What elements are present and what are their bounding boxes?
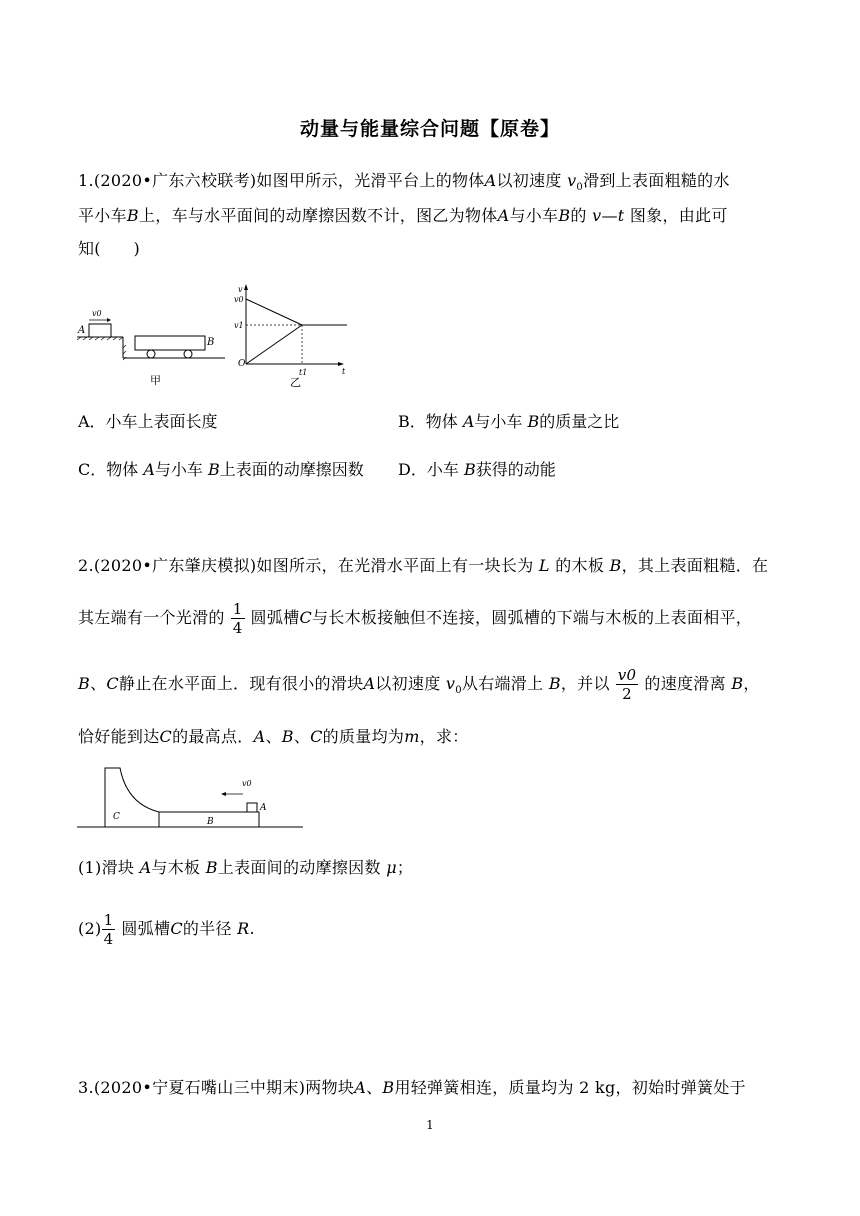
q1-option-b [398, 410, 619, 434]
text: 1.(2020•广东六校联考)如图甲所示，光滑平台上的物体 [78, 171, 485, 190]
text: 的质量均为 [322, 727, 405, 746]
text: 圆弧槽 [250, 608, 300, 627]
var-r: R [237, 919, 250, 938]
q1-option-d [398, 458, 556, 482]
var-a: A [363, 674, 376, 693]
arrowhead [107, 318, 111, 322]
page-number: 1 [426, 1118, 434, 1132]
var-a: A [462, 412, 475, 431]
q2-stem-line1 [78, 554, 788, 578]
text: B．物体 [398, 412, 458, 431]
var-v: v [445, 674, 456, 693]
var-b: B [548, 674, 561, 693]
text: 的速度滑离 [644, 674, 726, 693]
var-b: B [382, 1078, 395, 1097]
var-c: C [170, 919, 183, 938]
q3-stem-line1 [78, 1076, 788, 1100]
q1-stem-line3: 知( ) [78, 239, 140, 258]
text: 与木板 [151, 858, 201, 877]
text: 用轻弹簧相连，质量均为 2 kg，初始时弹簧处于 [394, 1078, 746, 1097]
subscript: 0 [576, 182, 584, 194]
text: 2.(2020•广东肇庆模拟)如图所示，在光滑水平面上有一块长为 [78, 556, 534, 575]
block-a [89, 324, 111, 337]
label-b: B [207, 337, 215, 348]
text: 图象，由此可 [629, 206, 728, 225]
text: 以初速度 [496, 171, 562, 190]
text: 上表面间的动摩擦因数 [217, 858, 381, 877]
text: ，其上表面粗糙．在 [621, 556, 769, 575]
text: . [249, 919, 255, 938]
wheel [147, 350, 155, 358]
text: ； [396, 858, 414, 877]
var-b: B [558, 206, 571, 225]
q1-stem-line1 [78, 169, 788, 200]
q1-stem-line2 [78, 204, 788, 228]
caption-jia: 甲 [150, 374, 161, 387]
q2-stem-line2 [78, 598, 788, 638]
fraction [102, 911, 116, 948]
text: 与长木板接触但不连接，圆弧槽的下端与木板的上表面相平， [312, 608, 753, 627]
label-b: B [207, 817, 214, 827]
text: 上表面的动摩擦因数 [219, 460, 364, 479]
text: 圆弧槽 [121, 919, 171, 938]
text: 以初速度 [375, 674, 441, 693]
var-c: C [310, 727, 323, 746]
text: 与小车 [509, 206, 559, 225]
text: ，求： [419, 727, 469, 746]
text: 上，车与水平面间的动摩擦因数不计，图乙为物体 [138, 206, 498, 225]
var-a: A [139, 858, 152, 877]
var-v: v [567, 171, 577, 190]
text: 的半径 [182, 919, 232, 938]
text: (1)滑块 [78, 858, 135, 877]
text: 平小车 [78, 206, 127, 225]
label-v: v [238, 285, 243, 294]
var-b: B [208, 460, 220, 479]
var-l: L [538, 556, 550, 575]
fraction [616, 666, 639, 703]
text: 的最高点． [172, 727, 254, 746]
q2-subquestion-1 [78, 856, 788, 880]
arrowhead [338, 362, 344, 366]
var-b: B [527, 412, 540, 431]
text: (2) [78, 919, 102, 938]
var-v: v [592, 206, 602, 225]
label-a: A [260, 803, 267, 813]
label-a: A [78, 325, 86, 336]
numerator: v0 [617, 666, 637, 684]
var-c: C [106, 674, 119, 693]
wheel [184, 350, 192, 358]
var-b: B [78, 674, 91, 693]
figure-yi [232, 282, 352, 390]
text: 、 [366, 1078, 383, 1097]
var-b: B [609, 556, 622, 575]
text: 其左端有一个光滑的 [78, 608, 225, 627]
arrowhead [221, 792, 226, 796]
text: 与小车 [154, 460, 203, 479]
text: 与小车 [474, 412, 523, 431]
text: C．物体 [78, 460, 139, 479]
var-b: B [731, 674, 744, 693]
text: 滑到上表面粗糙的水 [583, 171, 730, 190]
label-v1: v1 [234, 321, 244, 330]
var-mu: μ [386, 858, 397, 877]
text: 的木板 [555, 556, 605, 575]
denominator: 2 [622, 685, 633, 703]
var-c: C [299, 608, 312, 627]
figure-q2 [75, 764, 305, 834]
block-a [247, 803, 257, 812]
text: 获得的动能 [475, 460, 556, 479]
numerator: 1 [103, 911, 114, 929]
var-m: m [404, 727, 420, 746]
text: 、 [265, 727, 282, 746]
page-title: 动量与能量综合问题【原卷】 [299, 118, 560, 140]
var-a: A [497, 206, 510, 225]
denominator: 4 [232, 619, 243, 637]
var-c: C [159, 727, 173, 746]
label-c: C [113, 812, 120, 822]
denominator: 4 [103, 930, 114, 948]
fraction [231, 600, 245, 637]
var-t: t [617, 206, 625, 225]
var-b: B [205, 858, 218, 877]
label-v0: v0 [234, 295, 244, 304]
hatching [77, 337, 126, 360]
text: 、 [90, 674, 107, 693]
text: 从右端滑上 [461, 674, 544, 693]
text: 静止在水平面上．现有很小的滑块 [118, 674, 364, 693]
q2-stem-line3 [78, 664, 788, 711]
text: D．小车 [398, 460, 459, 479]
text: ， [743, 674, 760, 693]
arrowhead [244, 284, 248, 290]
text: 的质量之比 [539, 412, 620, 431]
text: 、 [293, 727, 311, 746]
var-b: B [281, 727, 294, 746]
q1-option-a: A．小车上表面长度 [78, 412, 218, 431]
var-a: A [253, 727, 266, 746]
var-b: B [463, 460, 476, 479]
var-a: A [354, 1078, 367, 1097]
dash: — [601, 206, 618, 225]
text: ，并以 [560, 674, 610, 693]
figure-jia [75, 300, 235, 390]
label-o: O [238, 359, 246, 369]
label-t1: t1 [299, 368, 308, 377]
cart-b [135, 336, 205, 350]
line-a [246, 299, 302, 325]
label-v0: v0 [92, 309, 102, 318]
caption-yi: 乙 [290, 376, 301, 389]
label-t: t [342, 367, 346, 376]
q1-option-c [78, 458, 364, 482]
subscript: 0 [455, 685, 462, 697]
q2-subquestion-2 [78, 909, 788, 949]
text: 的 [570, 206, 587, 225]
var-a: A [143, 460, 155, 479]
line-b [246, 325, 302, 364]
text: 恰好能到达 [78, 727, 160, 746]
var-a: A [484, 171, 497, 190]
var-b: B [126, 206, 139, 225]
q2-stem-line4 [78, 725, 788, 749]
label-v0: v0 [242, 779, 252, 788]
numerator: 1 [232, 600, 243, 618]
text: 3.(2020•宁夏石嘴山三中期末)两物块 [78, 1078, 355, 1097]
